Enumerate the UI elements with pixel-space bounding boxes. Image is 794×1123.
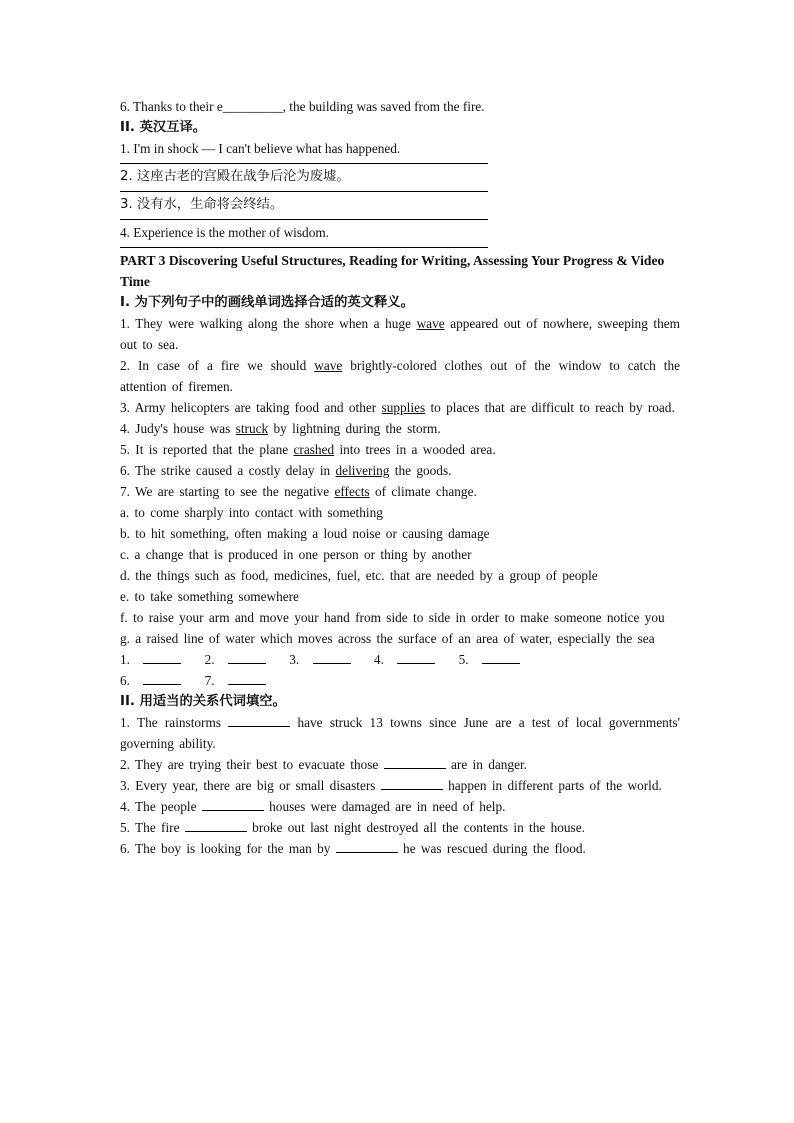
- part2-item-6: 6. Thanks to their e_________, the building was saved from the fire.: [120, 99, 485, 114]
- meaning-sentence: [120, 418, 680, 439]
- answer-number: 3.: [289, 652, 300, 667]
- answer-slot[interactable]: [289, 649, 360, 670]
- underlined-word: struck: [235, 421, 269, 436]
- item-text: houses were damaged are in need of help.: [263, 799, 506, 814]
- underlined-word: wave: [416, 316, 445, 331]
- item-text: 3. Every year, there are big or small disasters: [120, 778, 381, 793]
- underlined-word: crashed: [293, 442, 335, 457]
- sentence-text: by lightning during the storm.: [268, 421, 441, 436]
- answer-line: [120, 215, 488, 220]
- sentence-text: of climate change.: [369, 484, 477, 499]
- sentence-text: 6. The strike caused a costly delay in: [120, 463, 336, 478]
- sentence-text: into trees in a wooded area.: [334, 442, 496, 457]
- fill-blank[interactable]: [384, 756, 446, 769]
- meaning-sentences: [120, 313, 680, 502]
- meaning-sentence: [120, 481, 680, 502]
- sentence-text: appeared out of nowhere, sweeping them out to sea.: [120, 316, 681, 352]
- definition-option: d. the things such as food, medicines, fuel, etc. that are needed by a group of people: [120, 568, 598, 583]
- fill-blank[interactable]: [228, 714, 290, 727]
- meaning-definitions: [120, 502, 680, 649]
- answer-number: 5.: [458, 652, 469, 667]
- fill-blank[interactable]: [381, 777, 443, 790]
- item-text: 2. They are trying their best to evacuate those: [120, 757, 384, 772]
- translate-heading: II. 英汉互译。: [120, 120, 207, 135]
- meaning-sentence: [120, 397, 680, 418]
- sentence-text: the goods.: [389, 463, 452, 478]
- answer-slot[interactable]: [205, 649, 276, 670]
- sentence-text: 5. It is reported that the plane: [120, 442, 294, 457]
- underlined-word: wave: [314, 358, 343, 373]
- underlined-word: supplies: [381, 400, 426, 415]
- relative-item: [120, 838, 680, 859]
- translate-item-4: 4. Experience is the mother of wisdom.: [120, 225, 330, 240]
- relative-heading: II. 用适当的关系代词填空。: [120, 694, 286, 709]
- answer-number: 4.: [373, 652, 384, 667]
- translate-item-2: 2. 这座古老的宫殿在战争后沦为废墟。: [120, 169, 350, 184]
- answer-slot[interactable]: [120, 670, 191, 691]
- answer-line: [120, 243, 488, 248]
- definition-option: c. a change that is produced in one person or thing by another: [120, 547, 472, 562]
- sentence-text: 7. We are starting to see the negative: [120, 484, 335, 499]
- relative-item: [120, 754, 680, 775]
- item-text: 1. The rainstorms: [120, 715, 229, 730]
- answer-slot[interactable]: [120, 649, 191, 670]
- fill-blank[interactable]: [185, 819, 247, 832]
- item-text: are in danger.: [445, 757, 527, 772]
- item-text: happen in different parts of the world.: [442, 778, 662, 793]
- answer-number: 7.: [204, 673, 215, 688]
- definition-option: g. a raised line of water which moves across the surface of an area of water, especially the sea: [120, 631, 655, 646]
- fill-blank[interactable]: [202, 798, 264, 811]
- part3-title: PART 3 Discovering Useful Structures, Reading for Writing, Assessing Your Progress & Video Time: [120, 253, 665, 289]
- item-text: 5. The fire: [120, 820, 185, 835]
- meaning-sentence: [120, 460, 680, 481]
- sentence-text: 3. Army helicopters are taking food and other: [120, 400, 382, 415]
- definition-option: a. to come sharply into contact with something: [120, 505, 383, 520]
- answer-row-1: [120, 649, 680, 670]
- answer-slot[interactable]: [205, 670, 276, 691]
- item-text: he was rescued during the flood.: [397, 841, 586, 856]
- relative-item: [120, 712, 680, 754]
- sentence-text: brightly-colored clothes out of the window to catch the attention of firemen.: [120, 358, 681, 394]
- answer-slot[interactable]: [459, 649, 530, 670]
- answer-number: 1.: [120, 652, 130, 667]
- sentence-text: 4. Judy's house was: [120, 421, 236, 436]
- answer-number: 2.: [204, 652, 215, 667]
- relative-item: [120, 817, 680, 838]
- meaning-sentence: [120, 313, 680, 355]
- fill-blank[interactable]: [336, 840, 398, 853]
- definition-option: f. to raise your arm and move your hand from side to side in order to make someone notice you: [120, 610, 665, 625]
- relative-item: [120, 775, 680, 796]
- sentence-text: 1. They were walking along the shore when a huge: [120, 316, 417, 331]
- translate-item-1: 1. I'm in shock — I can't believe what has happened.: [120, 141, 401, 156]
- underlined-word: delivering: [335, 463, 390, 478]
- item-text: broke out last night destroyed all the contents in the house.: [246, 820, 585, 835]
- definition-option: b. to hit something, often making a loud noise or causing damage: [120, 526, 490, 541]
- worksheet-page: [120, 96, 680, 859]
- underlined-word: effects: [334, 484, 370, 499]
- item-text: have struck 13 towns since June are a test of local governments' governing ability.: [120, 715, 681, 751]
- answer-slot[interactable]: [374, 649, 445, 670]
- item-text: 4. The people: [120, 799, 202, 814]
- sentence-text: to places that are difficult to reach by road.: [425, 400, 675, 415]
- answer-line: [120, 159, 488, 164]
- meaning-heading: I. 为下列句子中的画线单词选择合适的英文释义。: [120, 295, 414, 310]
- meaning-sentence: [120, 355, 680, 397]
- answer-row-2: [120, 670, 680, 691]
- relative-item: [120, 796, 680, 817]
- sentence-text: 2. In case of a fire we should: [120, 358, 315, 373]
- answer-line: [120, 187, 488, 192]
- translate-item-3: 3. 没有水，生命将会终结。: [120, 197, 284, 212]
- relative-items: [120, 712, 680, 859]
- answer-number: 6.: [120, 673, 130, 688]
- meaning-sentence: [120, 439, 680, 460]
- item-text: 6. The boy is looking for the man by: [120, 841, 336, 856]
- definition-option: e. to take something somewhere: [120, 589, 299, 604]
